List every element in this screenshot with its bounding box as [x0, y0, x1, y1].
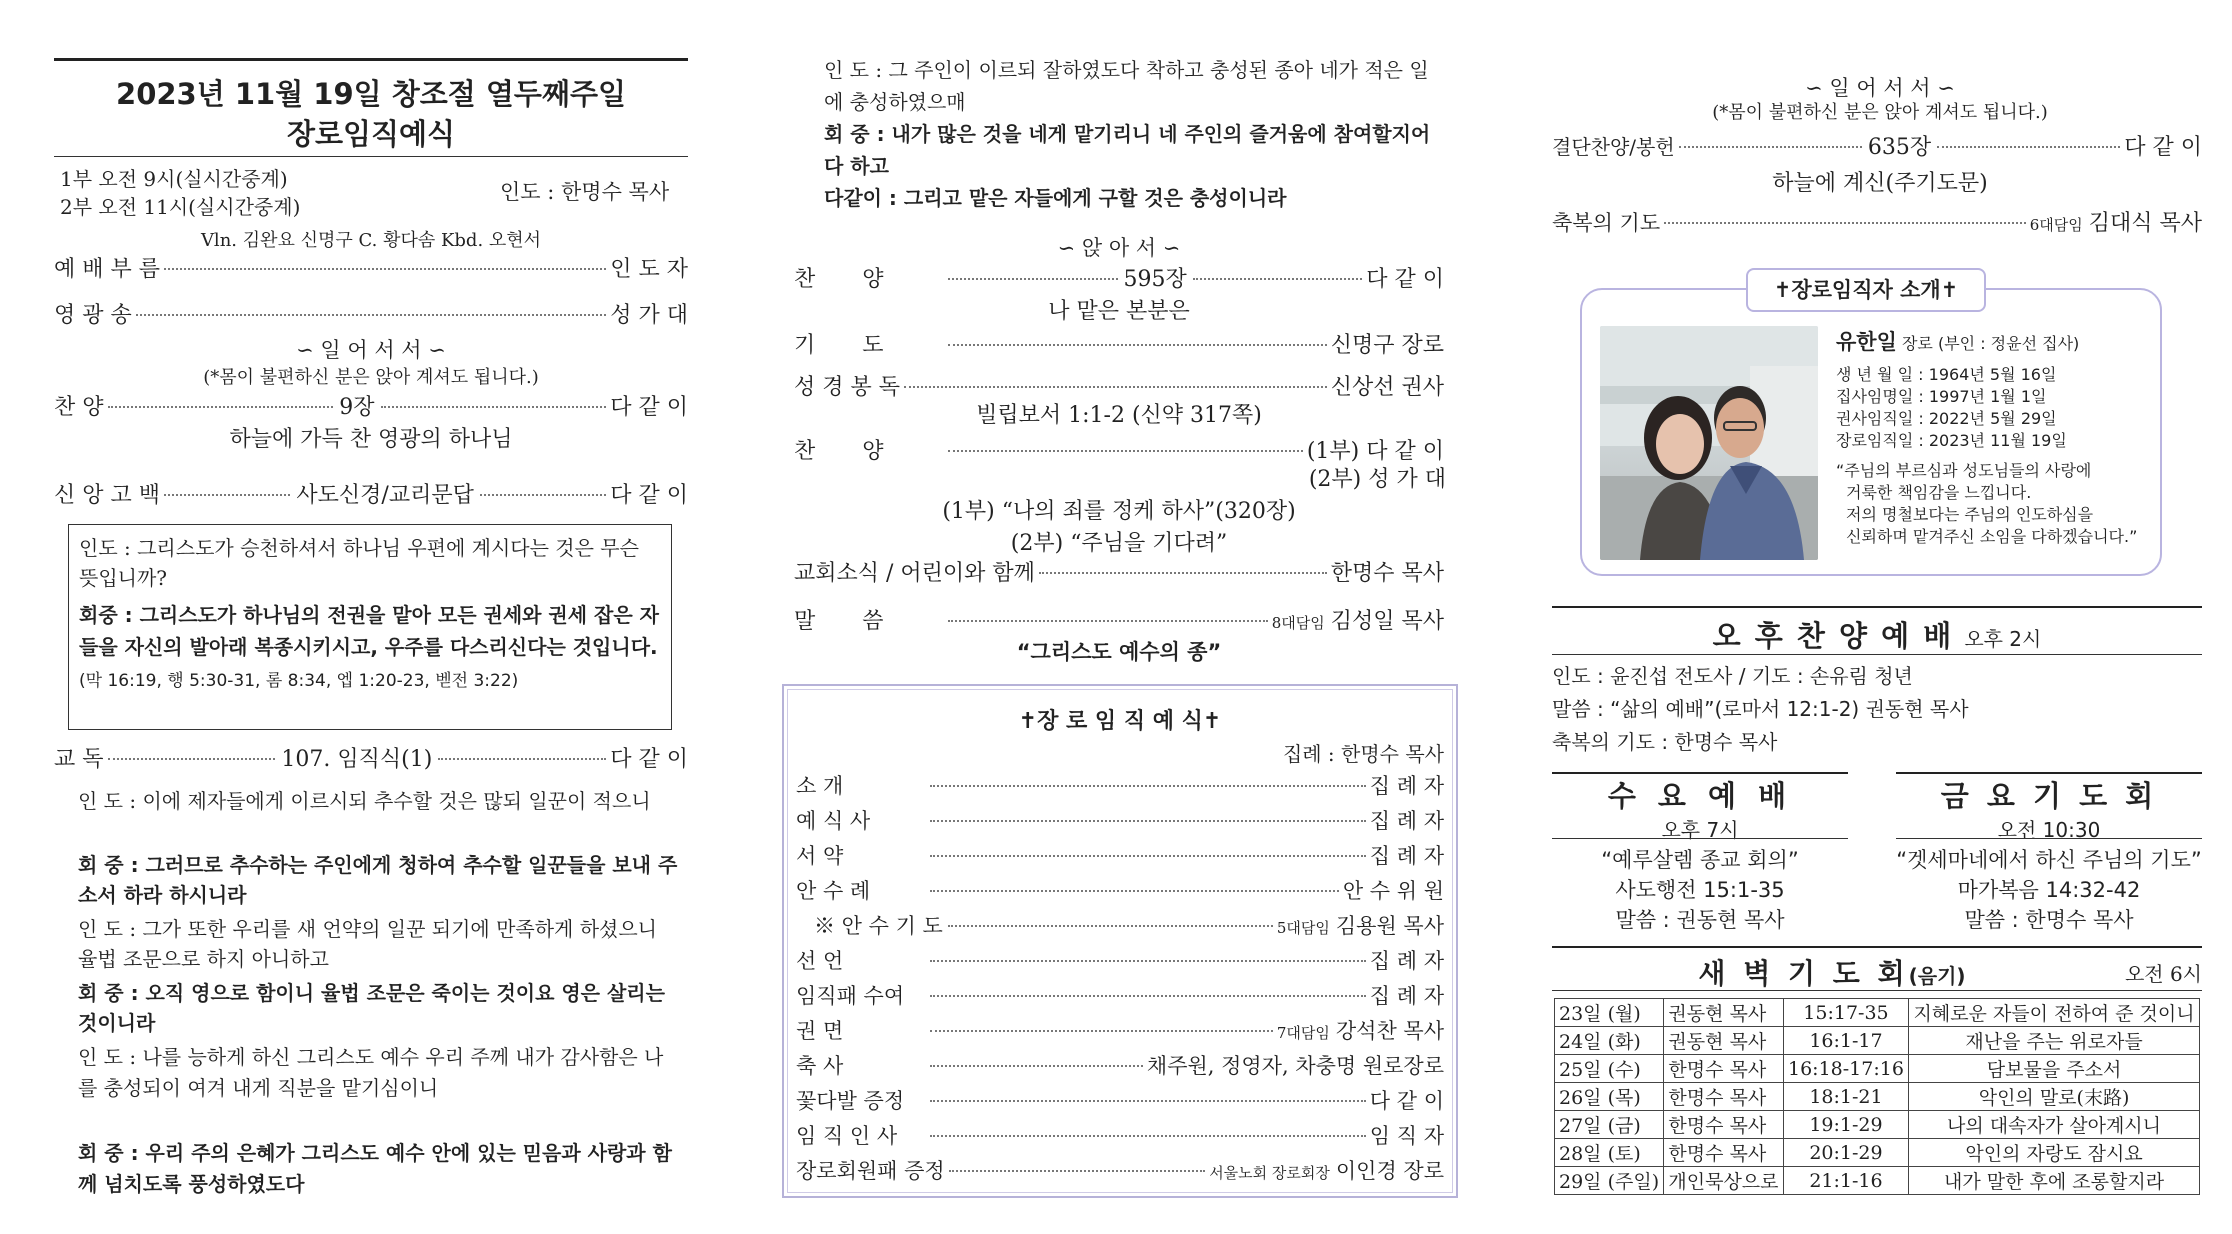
item-person: 김성일 목사 — [1330, 609, 1444, 634]
item-person: 인 도 자 — [610, 257, 688, 282]
item-title-small: 8대담임 — [1271, 614, 1325, 632]
dot-leader — [948, 344, 1327, 346]
afternoon-rule — [1552, 654, 2202, 655]
ordination-item-label: ※ 안 수 기 도 — [814, 914, 943, 938]
dot-leader — [108, 758, 276, 760]
responsive-text: 이에 제자들에게 이르시되 추수할 것은 많되 일꾼이 적으니 — [142, 789, 651, 813]
speaker-label: 회 중 : — [78, 1141, 139, 1165]
ordination-item-label: 꽃다발 증정 — [796, 1089, 905, 1113]
item-person: 신상선 권사 — [1330, 375, 1444, 400]
dot-leader — [164, 268, 606, 270]
dawn-rule — [1552, 990, 2202, 991]
dawn-preacher-cell: 개인묵상으로 — [1664, 1167, 1783, 1195]
deacon-date: 집사임명일 : 1997년 1월 1일 — [1836, 387, 2047, 406]
friday-speaker: 말씀 : 한명수 목사 — [1964, 908, 2134, 932]
hymn-number: 9장 — [339, 395, 375, 420]
ordination-title: ✝장 로 임 직 예 식✝ — [1018, 709, 1222, 734]
congregation-label: 회중 : — [79, 603, 133, 627]
responsive-text: 오직 영으로 함이니 율법 조문은 죽이는 것이요 영은 살리는 것이니라 — [78, 981, 665, 1035]
speaker-label: 인 도 : — [78, 789, 137, 813]
hymn-number: 595장 — [1123, 267, 1187, 292]
elder-details — [1836, 364, 2156, 452]
column-right — [1510, 0, 2232, 1234]
ordination-item-label: 예 식 사 — [796, 809, 871, 833]
sermon-title: “그리스도 예수의 종” — [1016, 640, 1222, 664]
dot-leader — [438, 758, 606, 760]
dawn-date-cell: 23일 (월) — [1555, 999, 1664, 1027]
hymn-title: 하늘에 가득 찬 영광의 하나님 — [229, 427, 513, 452]
prayer-row — [794, 328, 1444, 359]
dot-leader — [930, 855, 1366, 857]
friday-theme: “겟세마네에서 하신 주님의 기도” — [1896, 848, 2202, 872]
item-person: 다 같 이 — [610, 747, 688, 772]
item-label: 예 배 부 름 — [54, 257, 160, 282]
answer-text: 그리스도가 하나님의 전권을 맡아 모든 권세와 권세 잡은 자들을 자신의 발아래 복종시키시고, 우주를 다스리신다는 것입니다. — [79, 603, 659, 659]
dot-leader — [381, 406, 607, 408]
ordination-item-title-small: 서울노회 장로회장 — [1209, 1164, 1330, 1182]
speaker-label: 인 도 : — [78, 1045, 137, 1069]
date-title: 2023년 11월 19일 창조절 열두째주일 — [116, 77, 626, 111]
dot-leader — [930, 1100, 1366, 1102]
speaker-label: 인 도 : — [78, 917, 137, 941]
dawn-preacher-cell: 한명수 목사 — [1664, 1083, 1783, 1111]
elder-role: 장로 (부인 : 정윤선 집사) — [1901, 334, 2080, 353]
friday-time: 오전 10:30 — [1997, 818, 2101, 842]
ordination-item-label: 소 개 — [796, 774, 844, 798]
elder-name: 유한일 — [1836, 330, 1897, 354]
dawn-passage-cell: 16:18-17:16 — [1783, 1055, 1908, 1083]
stand-note: (*몸이 불편하신 분은 앉아 계셔도 됩니다.) — [1712, 102, 2048, 123]
dawn-row — [1555, 1139, 2200, 1167]
ordination-item-label: 선 언 — [796, 949, 844, 973]
wednesday-title: 수 요 예 배 — [1607, 779, 1793, 813]
service-leader: 인도 : 한명수 목사 — [500, 180, 670, 204]
wednesday-theme: “예루살렘 종교 회의” — [1601, 848, 1799, 872]
dawn-heading — [1552, 952, 2202, 988]
dawn-date-cell: 28일 (토) — [1555, 1139, 1664, 1167]
dot-leader — [1679, 146, 1862, 148]
anthem-person-2: (2부) 성 가 대 — [1308, 467, 1446, 492]
dawn-date-cell: 24일 (화) — [1555, 1027, 1664, 1055]
ordination-item-person: 집 례 자 — [1369, 949, 1444, 973]
responsive-4 — [78, 978, 678, 1038]
ordination-item-person: 집 례 자 — [1369, 774, 1444, 798]
item-label: 말 씀 — [794, 609, 904, 634]
item-person: 성 가 대 — [610, 303, 688, 328]
dot-leader — [930, 1030, 1273, 1032]
responsive-reading-row — [54, 742, 688, 773]
item-label: 교회소식 / 어린이와 함께 — [794, 561, 1035, 586]
dot-leader — [930, 785, 1366, 787]
ordination-item-person: 집 례 자 — [1369, 809, 1444, 833]
stand-note: (*몸이 불편하신 분은 앉아 계셔도 됩니다.) — [203, 367, 539, 388]
closing-title: 하늘에 계신(주기도문) — [1772, 171, 1988, 196]
dot-leader — [1193, 278, 1363, 280]
dot-leader — [930, 995, 1366, 997]
title-rule — [54, 156, 688, 157]
dot-leader — [930, 960, 1366, 962]
ordination-row — [796, 840, 1444, 870]
leader-label: 인도 : — [79, 536, 131, 560]
dawn-passage-cell: 15:17-35 — [1783, 999, 1908, 1027]
ordination-item-person: 집 례 자 — [1369, 984, 1444, 1008]
dawn-time: 오전 6시 — [2124, 962, 2202, 986]
service-title: 장로임직예식 — [286, 117, 456, 151]
ordination-item-label: 안 수 례 — [796, 879, 871, 903]
ordination-row — [796, 945, 1444, 975]
closing-hymn-row — [1552, 130, 2202, 161]
item-label: 성 경 봉 독 — [794, 375, 900, 400]
item-label: 교 독 — [54, 747, 104, 772]
dot-leader — [930, 1135, 1366, 1137]
dawn-passage-cell: 21:1-16 — [1783, 1167, 1908, 1195]
ordination-item-title-small: 5대담임 — [1276, 919, 1330, 937]
hymn-row — [54, 390, 688, 421]
responsive-text: 그러므로 추수하는 주인에게 청하여 추수할 일꾼들을 보내 주소서 하라 하시니라 — [78, 853, 678, 907]
dawn-theme-cell: 내가 말한 후에 조롱할지라 — [1909, 1167, 2200, 1195]
dawn-theme-cell: 담보물을 주소서 — [1909, 1055, 2200, 1083]
item-label: 영 광 송 — [54, 303, 132, 328]
dot-leader — [136, 314, 607, 316]
dawn-theme-cell: 나의 대속자가 살아계시니 — [1909, 1111, 2200, 1139]
gloria-row — [54, 298, 688, 329]
wednesday-time: 오후 7시 — [1661, 818, 1739, 842]
item-label: 기 도 — [794, 333, 904, 358]
call-to-worship-row — [54, 252, 688, 283]
column-left — [0, 0, 700, 1234]
speaker-label: 인 도 : — [824, 58, 883, 82]
wednesday-speaker: 말씀 : 권동현 목사 — [1615, 908, 1785, 932]
ordination-row — [796, 1155, 1444, 1185]
dawn-theme-cell: 악인의 자랑도 잠시요 — [1909, 1139, 2200, 1167]
responsive-6 — [78, 1138, 678, 1200]
ordination-item-label: 축 사 — [796, 1054, 844, 1078]
service-time-2: 2부 오전 11시(실시간중계) — [60, 195, 301, 219]
dot-leader — [930, 1065, 1143, 1067]
dawn-preacher-cell: 권동현 목사 — [1664, 1027, 1783, 1055]
birth-date: 생 년 월 일 : 1964년 5월 16일 — [1836, 365, 2057, 384]
dot-leader — [948, 925, 1273, 927]
dawn-title-suffix: (음기) — [1908, 964, 1966, 988]
hymn-title: 나 맡은 본분은 — [1048, 299, 1190, 324]
dawn-date-cell: 26일 (목) — [1555, 1083, 1664, 1111]
item-label: 찬 양 — [54, 395, 104, 420]
afternoon-title: 오 후 찬 양 예 배 — [1712, 619, 1954, 653]
responsive-text: 나를 능하게 하신 그리스도 예수 우리 주께 내가 감사함은 나를 충성되이 여겨 내게 직분을 맡기심이니 — [78, 1045, 664, 1100]
ordination-item-person: 집 례 자 — [1369, 844, 1444, 868]
responsive-text: 우리 주의 은혜가 그리스도 예수 안에 있는 믿음과 사랑과 함께 넘치도록 풍성하였도다 — [78, 1141, 672, 1196]
elder-couple-photo — [1600, 326, 1818, 560]
dawn-date-cell: 27일 (금) — [1555, 1111, 1664, 1139]
news-row — [794, 556, 1444, 587]
afternoon-benediction: 축복의 기도 : 한명수 목사 — [1552, 730, 1778, 754]
item-person: 신명구 장로 — [1330, 333, 1444, 358]
anthem-title-1: (1부) “나의 죄를 정케 하사”(320장) — [942, 499, 1296, 524]
anthem-row — [794, 434, 1444, 465]
ordination-item-person: 다 같 이 — [1369, 1089, 1444, 1113]
couple-portrait-image — [1600, 326, 1818, 560]
item-person: 다 같 이 — [610, 483, 688, 508]
dawn-preacher-cell: 한명수 목사 — [1664, 1111, 1783, 1139]
friday-title: 금 요 기 도 회 — [1940, 779, 2158, 813]
quote-line-1: “주님의 부르심과 성도님들의 사랑에 — [1836, 461, 2092, 480]
dawn-theme-cell: 악인의 말로(末路) — [1909, 1083, 2200, 1111]
ordination-item-label: 서 약 — [796, 844, 844, 868]
wednesday-rule — [1552, 838, 1848, 839]
ordination-row — [796, 805, 1444, 835]
responsive-9 — [824, 182, 1444, 214]
dawn-row — [1555, 1111, 2200, 1139]
item-label: 결단찬양/봉헌 — [1552, 135, 1675, 159]
afternoon-top-rule — [1552, 606, 2202, 608]
item-title-small: 6대담임 — [2029, 216, 2083, 234]
service-time-1: 1부 오전 9시(실시간중계) — [60, 167, 288, 191]
ordination-row — [796, 875, 1444, 905]
quote-line-4: 신뢰하며 맡겨주신 소임을 다하겠습니다.” — [1846, 527, 2138, 546]
ordination-row — [796, 1050, 1444, 1080]
dawn-schedule-table — [1554, 998, 2200, 1195]
dot-leader — [949, 1170, 1206, 1172]
speaker-label: 다같이 : — [824, 186, 897, 210]
dawn-row — [1555, 1083, 2200, 1111]
speaker-label: 회 중 : — [78, 853, 139, 877]
responsive-5 — [78, 1042, 678, 1104]
ordination-item-title-small: 7대담임 — [1276, 1024, 1330, 1042]
ordination-row — [796, 1085, 1444, 1115]
dot-leader — [948, 278, 1118, 280]
dot-leader — [1664, 222, 2026, 224]
dawn-passage-cell: 16:1-17 — [1783, 1027, 1908, 1055]
ordination-box — [782, 684, 1458, 1198]
elder-date: 장로임직일 : 2023년 11월 19일 — [1836, 431, 2067, 450]
dawn-row — [1555, 999, 2200, 1027]
dot-leader — [1039, 572, 1327, 574]
dot-leader — [948, 450, 1303, 452]
dawn-passage-cell: 20:1-29 — [1783, 1139, 1908, 1167]
responsive-3 — [78, 914, 678, 974]
responsive-7 — [824, 54, 1444, 118]
ordination-row — [796, 980, 1444, 1010]
dawn-top-rule — [1552, 946, 2202, 948]
question-text: 그리스도가 승천하셔서 하나님 우편에 계시다는 것은 무슨 뜻입니까? — [79, 536, 639, 590]
dawn-preacher-cell: 한명수 목사 — [1664, 1139, 1783, 1167]
ordination-item-person: 김용원 목사 — [1335, 914, 1444, 938]
dot-leader — [930, 820, 1366, 822]
ordination-item-label: 임직패 수여 — [796, 984, 905, 1008]
speaker-label: 회 중 : — [78, 981, 139, 1005]
ordination-item-label: 임 직 인 사 — [796, 1124, 898, 1148]
responsive-8 — [824, 118, 1444, 182]
dawn-row — [1555, 1027, 2200, 1055]
responsive-1 — [78, 786, 678, 816]
item-label: 찬 양 — [794, 439, 904, 464]
ordination-row — [796, 1015, 1444, 1045]
responsive-text: 내가 많은 것을 네게 맡기리니 네 주인의 즐거움에 참여할지어다 하고 — [824, 122, 1431, 178]
responsive-text: 그 주인이 이르되 잘하였도다 착하고 충성된 종아 네가 적은 일에 충성하였으매 — [824, 58, 1429, 114]
quote-line-2: 거룩한 책임감을 느낍니다. — [1846, 483, 2032, 502]
item-person: 다 같 이 — [610, 395, 688, 420]
reading-title: 107. 임직식(1) — [281, 747, 433, 772]
elder-info — [1836, 326, 2156, 548]
dot-leader — [904, 386, 1327, 388]
musicians: Vln. 김완요 신명구 C. 황다솜 Kbd. 오현서 — [200, 230, 542, 251]
responsive-2 — [78, 850, 678, 910]
sit-down-marker: ∽ 앉 아 서 ∽ — [1057, 236, 1181, 260]
hymn-number: 635장 — [1867, 135, 1932, 160]
catechism-question — [79, 533, 664, 593]
dot-leader — [948, 620, 1268, 622]
scripture-row — [794, 370, 1444, 401]
ordination-item-label: 권 면 — [796, 1019, 844, 1043]
dawn-passage-cell: 19:1-29 — [1783, 1111, 1908, 1139]
sermon-row — [794, 604, 1444, 635]
top-rule — [54, 58, 688, 61]
ordination-item-label: 장로회원패 증정 — [796, 1159, 945, 1183]
ordination-row — [796, 910, 1444, 940]
anthem-title-2: (2부) “주님을 기다려” — [1010, 531, 1228, 556]
ordination-item-person: 안 수 위 원 — [1342, 879, 1444, 903]
dawn-row — [1555, 1167, 2200, 1195]
ordination-row — [796, 770, 1444, 800]
afternoon-leaders: 인도 : 윤진섭 전도사 / 기도 : 손유림 청년 — [1552, 664, 1913, 688]
stand-up-marker: ∽ 일 어 서 서 ∽ — [1805, 76, 1955, 100]
dawn-passage-cell: 18:1-21 — [1783, 1083, 1908, 1111]
friday-rule — [1896, 838, 2202, 839]
friday-reference: 마가복음 14:32-42 — [1957, 878, 2141, 902]
ordination-item-person: 강석찬 목사 — [1335, 1019, 1444, 1043]
scripture-reference: 빌립보서 1:1-2 (신약 317쪽) — [976, 403, 1262, 428]
dawn-date-cell: 25일 (수) — [1555, 1055, 1664, 1083]
elder-intro-title: ✝장로임직자 소개✝ — [1746, 268, 1986, 312]
item-person: 다 같 이 — [2124, 135, 2203, 160]
creed-row — [54, 478, 688, 509]
afternoon-heading — [1552, 614, 2202, 655]
catechism-box — [68, 524, 672, 730]
item-person: 김대식 목사 — [2088, 211, 2202, 236]
item-person: 다 같 이 — [1366, 267, 1444, 292]
catechism-answer — [79, 599, 664, 697]
responsive-text: 그가 또한 우리를 새 언약의 일꾼 되기에 만족하게 하셨으니 율법 조문으로 하지 아니하고 — [78, 917, 657, 971]
item-label: 축복의 기도 — [1552, 211, 1661, 235]
dawn-theme-cell: 지혜로운 자들이 전하여 준 것이니 — [1909, 999, 2200, 1027]
item-label: 신 앙 고 백 — [54, 483, 160, 508]
dot-leader — [930, 890, 1339, 892]
dawn-row — [1555, 1055, 2200, 1083]
stand-up-marker: ∽ 일 어 서 서 ∽ — [296, 338, 446, 362]
ordination-item-person: 채주원, 정영자, 차충명 원로장로 — [1146, 1054, 1444, 1078]
dot-leader — [480, 494, 606, 496]
creed-title: 사도신경/교리문답 — [296, 483, 474, 508]
item-label: 찬 양 — [794, 267, 904, 292]
item-person: 한명수 목사 — [1330, 561, 1444, 586]
dot-leader — [108, 406, 334, 408]
dawn-theme-cell: 재난을 주는 위로자들 — [1909, 1027, 2200, 1055]
speaker-label: 회 중 : — [824, 122, 885, 146]
responsive-text: 그리고 맡은 자들에게 구할 것은 충성이니라 — [903, 186, 1287, 210]
answer-references: (막 16:19, 행 5:30-31, 롬 8:34, 엡 1:20-23, 벧전 3:22) — [79, 671, 519, 691]
dawn-preacher-cell: 권동현 목사 — [1664, 999, 1783, 1027]
elder-name-line — [1836, 326, 2156, 356]
benediction-row — [1552, 206, 2202, 237]
exhorter-date: 권사임직일 : 2022년 5월 29일 — [1836, 409, 2057, 428]
item-person-1: (1부) 다 같 이 — [1306, 439, 1444, 464]
wednesday-reference: 사도행전 15:1-35 — [1615, 878, 1785, 902]
dawn-date-cell: 29일 (주일) — [1555, 1167, 1664, 1195]
ordination-item-person: 임 직 자 — [1369, 1124, 1444, 1148]
ordination-officiant: 집례 : 한명수 목사 — [1282, 742, 1444, 766]
column-middle — [760, 0, 1460, 1234]
dawn-preacher-cell: 한명수 목사 — [1664, 1055, 1783, 1083]
elder-quote — [1836, 460, 2156, 548]
dot-leader — [164, 494, 290, 496]
ordination-item-person: 이인경 장로 — [1335, 1159, 1444, 1183]
afternoon-time: 오후 2시 — [1964, 627, 2042, 651]
hymn-row — [794, 262, 1444, 293]
quote-line-3: 저의 명철보다는 주님의 인도하심을 — [1846, 505, 2094, 524]
dot-leader — [1937, 146, 2120, 148]
ordination-row — [796, 1120, 1444, 1150]
afternoon-sermon: 말씀 : “삶의 예배”(로마서 12:1-2) 권동현 목사 — [1552, 697, 1969, 721]
dawn-title: 새 벽 기 도 회 — [1698, 957, 1909, 990]
